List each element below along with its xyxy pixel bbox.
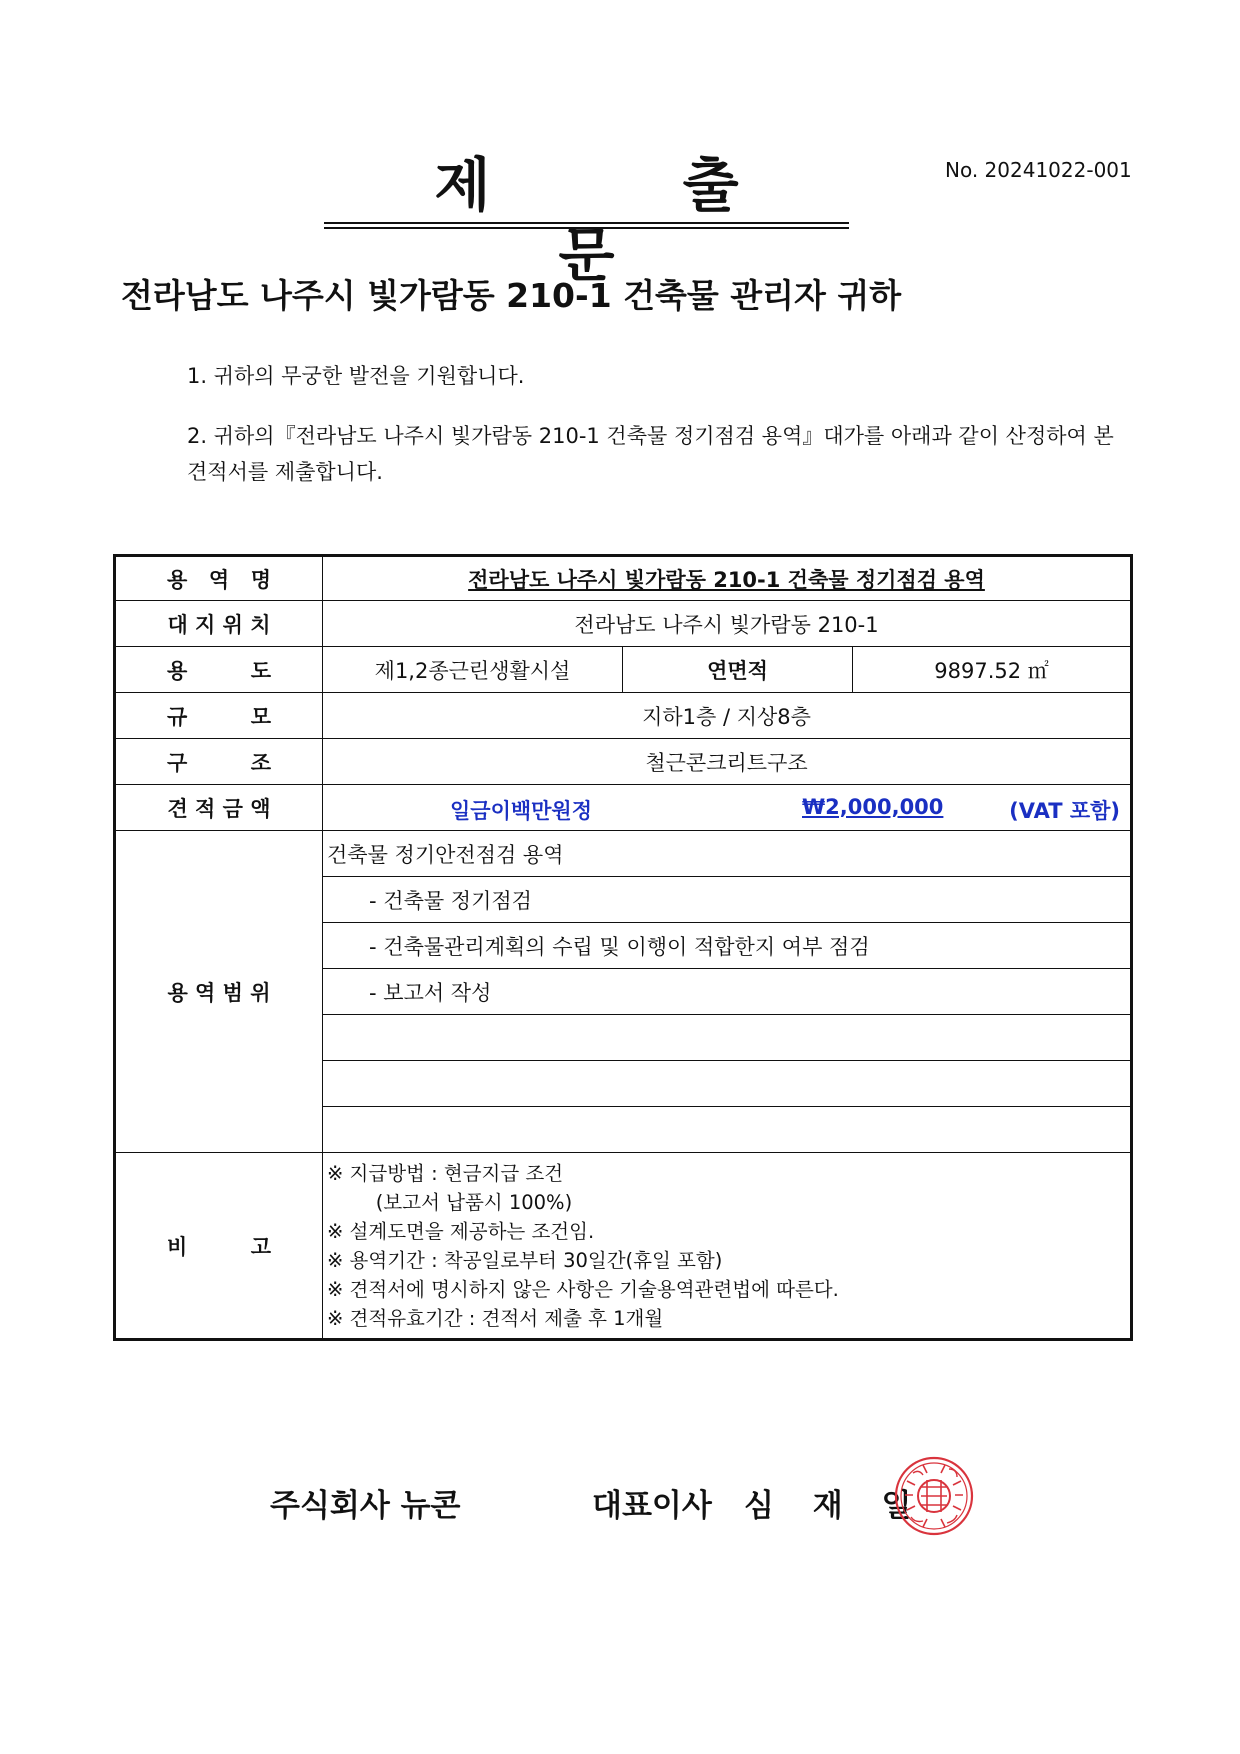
row-usage	[115, 647, 1132, 693]
label-char: 규	[167, 704, 188, 729]
label-char: 고	[250, 1234, 271, 1259]
remark-line: ※ 견적유효기간 : 견적서 제출 후 1개월	[327, 1306, 664, 1330]
seal-icon	[896, 1458, 972, 1534]
label-remarks	[115, 1153, 323, 1340]
remarks-content	[323, 1153, 1132, 1340]
value-site-location: 전라남도 나주시 빛가람동 210-1	[323, 601, 1132, 647]
scope-item: - 건축물 정기점검	[323, 877, 1132, 923]
label-char: 비	[167, 1234, 188, 1259]
scope-row	[115, 831, 1132, 877]
remark-line: ※ 견적서에 명시하지 않은 사항은 기술용역관련법에 따른다.	[327, 1277, 839, 1301]
title-double-underline	[324, 227, 849, 229]
value-service-name	[323, 556, 1132, 601]
representative-name: 심 재 일	[744, 1488, 926, 1524]
row-amount	[115, 785, 1132, 831]
remark-line: (보고서 납품시 100%)	[351, 1190, 573, 1214]
value-scale: 지하1층 / 지상8층	[323, 693, 1132, 739]
row-scale	[115, 693, 1132, 739]
scope-item-empty	[323, 1061, 1132, 1107]
row-structure	[115, 739, 1132, 785]
remark-line: ※ 지급방법 : 현금지급 조건	[327, 1161, 564, 1185]
value-usage: 제1,2종근린생활시설	[323, 647, 623, 693]
label-scope: 용 역 범 위	[115, 831, 323, 1153]
scope-item-empty	[323, 1107, 1132, 1153]
remark-line: ※ 설계도면을 제공하는 조건임.	[327, 1219, 595, 1243]
label-service-name	[115, 556, 323, 601]
label-site-location: 대 지 위 치	[115, 601, 323, 647]
label-char: 구	[167, 750, 188, 775]
row-site-location	[115, 601, 1132, 647]
representative-title: 대표이사	[592, 1488, 712, 1524]
label-structure	[115, 739, 323, 785]
label-scale	[115, 693, 323, 739]
scope-item-empty	[323, 1015, 1132, 1061]
remark-line: ※ 용역기간 : 착공일로부터 30일간(휴일 포함)	[327, 1248, 723, 1272]
estimate-table	[113, 554, 1133, 1341]
amount-korean: 일금이백만원정	[450, 798, 593, 823]
label-char: 모	[250, 704, 271, 729]
recipient: 전라남도 나주시 빛가람동 210-1 건축물 관리자 귀하	[121, 276, 902, 315]
value-floor-area: 9897.52 ㎡	[853, 647, 1132, 693]
paragraph-1: 1. 귀하의 무궁한 발전을 기원합니다.	[187, 364, 525, 388]
value-amount	[323, 785, 1132, 831]
label-char: 용	[167, 567, 188, 592]
title-underline	[324, 222, 849, 224]
scope-item: 건축물 정기안전점검 용역	[323, 831, 1132, 877]
scope-item: - 건축물관리계획의 수립 및 이행이 적합한지 여부 점검	[323, 923, 1132, 969]
row-remarks	[115, 1153, 1132, 1340]
label-usage	[115, 647, 323, 693]
title-block	[324, 150, 849, 290]
label-char: 조	[250, 750, 271, 775]
value-structure: 철근콘크리트구조	[323, 739, 1132, 785]
company-name: 주식회사 뉴콘	[270, 1488, 461, 1524]
label-char: 명	[250, 567, 271, 592]
amount-vat: (VAT 포함)	[1009, 798, 1121, 823]
amount-number: ₩2,000,000	[802, 794, 944, 819]
label-amount: 견 적 금 액	[115, 785, 323, 831]
label-floor-area: 연면적	[623, 647, 853, 693]
paragraph-2: 2. 귀하의『전라남도 나주시 빛가람동 210-1 건축물 정기점검 용역』대가를 아래과 같이 산정하여 본 견적서를 제출합니다.	[187, 424, 1114, 484]
scope-item: - 보고서 작성	[323, 969, 1132, 1015]
company-seal-stamp	[893, 1455, 975, 1537]
page-title: 제 출 문	[434, 151, 825, 289]
document-number: No. 20241022-001	[945, 158, 1132, 182]
row-service-name	[115, 556, 1132, 601]
label-char: 용	[167, 658, 188, 683]
service-name-text: 전라남도 나주시 빛가람동 210-1 건축물 정기점검 용역	[468, 567, 985, 592]
label-char: 역	[208, 567, 230, 592]
label-char: 도	[250, 658, 271, 683]
